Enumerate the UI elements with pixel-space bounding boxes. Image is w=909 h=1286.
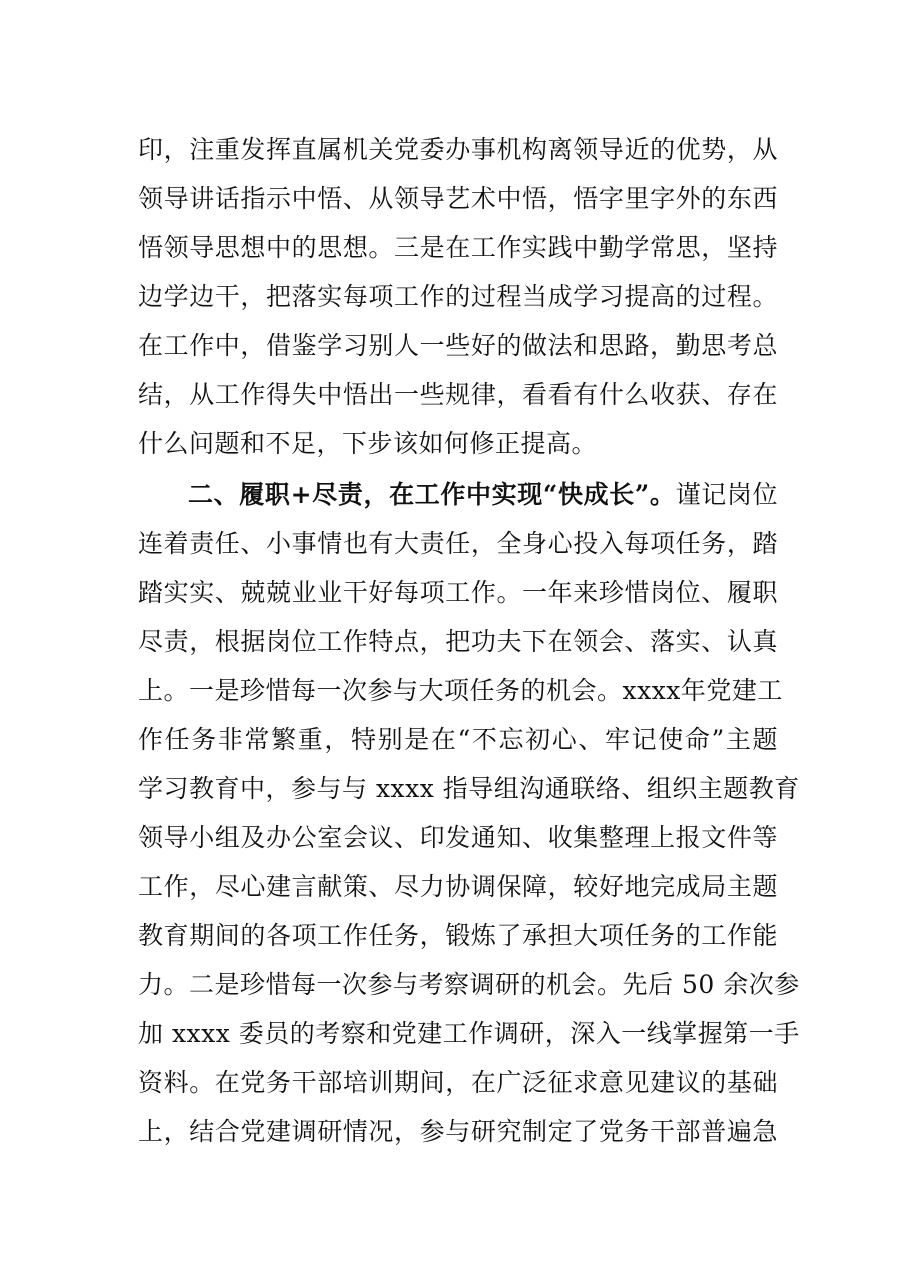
- paragraph-line: 领导小组及办公室会议、印发通知、收集整理上报文件等: [138, 823, 778, 852]
- paragraph-line: 结，从工作得失中悟出一些规律，看看有什么收获、存在: [138, 380, 778, 409]
- section-two-paragraph: [138, 470, 800, 1156]
- section-heading: 二、履职+尽责，在工作中实现“快成长”。: [188, 480, 676, 509]
- paragraph-line: 教育期间的各项工作任务，锻炼了承担大项任务的工作能: [138, 921, 778, 950]
- paragraph-line: 工作，尽心建言献策、尽力协调保障，较好地完成局主题: [138, 872, 778, 901]
- paragraph-line: 学习教育中，参与与 xxxx 指导组沟通联络、组织主题教育: [138, 774, 800, 803]
- paragraph-line: 资料。在党务干部培训期间，在广泛征求意见建议的基础: [138, 1068, 778, 1097]
- paragraph-line: 踏实实、兢兢业业干好每项工作。一年来珍惜岗位、履职: [138, 578, 778, 607]
- paragraph-line: 上。一是珍惜每一次参与大项任务的机会。xxxx年党建工: [138, 676, 783, 705]
- paragraph-line: 连着责任、小事情也有大责任，全身心投入每项任务，踏: [138, 529, 778, 558]
- heading-line-rest: 谨记岗位: [675, 480, 778, 509]
- paragraph-line: 尽责，根据岗位工作特点，把功夫下在领会、落实、认真: [138, 627, 778, 656]
- paragraph-line: 作任务非常繁重，特别是在“不忘初心、牢记使命”主题: [138, 725, 778, 754]
- paragraph-line: 领导讲话指示中悟、从领导艺术中悟，悟字里字外的东西: [138, 184, 778, 213]
- paragraph-line: 边学边干，把落实每项工作的过程当成学习提高的过程。: [138, 282, 778, 311]
- paragraph-line: 力。二是珍惜每一次参与考察调研的机会。先后 50 余次参: [138, 970, 800, 999]
- paragraph-line: 在工作中，借鉴学习别人一些好的做法和思路，勤思考总: [138, 331, 778, 360]
- paragraph-line: 印，注重发挥直属机关党委办事机构离领导近的优势，从: [138, 135, 778, 164]
- paragraph-line: 悟领导思想中的思想。三是在工作实践中勤学常思，坚持: [138, 233, 778, 262]
- section-heading-line: [138, 470, 778, 519]
- paragraph-line: 上，结合党建调研情况，参与研究制定了党务干部普遍急: [138, 1117, 778, 1146]
- paragraph-line: 什么问题和不足，下步该如何修正提高。: [138, 429, 598, 458]
- paragraph-line: 加 xxxx 委员的考察和党建工作调研，深入一线掌握第一手: [138, 1019, 800, 1048]
- paragraph-continued: [138, 125, 778, 468]
